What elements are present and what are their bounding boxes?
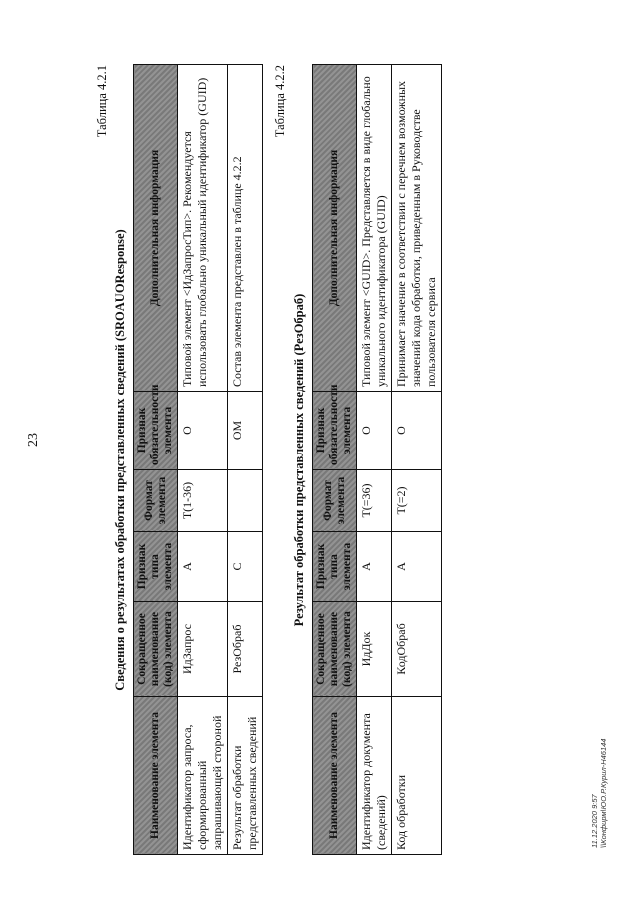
file-stamp bbox=[590, 739, 608, 848]
stamp-date: 11.12.2020 9:57 bbox=[590, 794, 599, 848]
cell-type: С bbox=[228, 532, 263, 602]
cell-format: Т(=2) bbox=[392, 470, 442, 532]
page-number: 23 bbox=[26, 433, 41, 447]
table1-header-type: Признак типа элемента bbox=[134, 532, 178, 602]
cell-format: Т(=36) bbox=[357, 470, 392, 532]
cell-format bbox=[228, 470, 263, 532]
table1 bbox=[133, 64, 263, 855]
table2-header-required: Признак обязательности элемента bbox=[313, 392, 357, 470]
cell-info: Типовой элемент <GUID>. Представляется в виде глобально уникального идентификатора (GUID) bbox=[357, 65, 392, 392]
table2-header-name: Наименование элемента bbox=[313, 697, 357, 855]
table2-header-type: Признак типа элемента bbox=[313, 532, 357, 602]
table-row bbox=[178, 65, 228, 855]
table2 bbox=[312, 64, 442, 855]
cell-type: А bbox=[392, 532, 442, 602]
cell-required: О bbox=[392, 392, 442, 470]
cell-type: А bbox=[178, 532, 228, 602]
cell-info: Принимает значение в соответствии с перечнем возможных значений кода обработки, приведенным в Руководстве пользователя сервиса bbox=[392, 65, 442, 392]
cell-required: О bbox=[178, 392, 228, 470]
cell-code: РезОбраб bbox=[228, 602, 263, 697]
cell-name: Идентификатор документа (сведений) bbox=[357, 697, 392, 855]
table2-title: Результат обработки представленных сведений (РезОбраб) bbox=[292, 293, 306, 627]
table-row bbox=[357, 65, 392, 855]
cell-code: КодОбраб bbox=[392, 602, 442, 697]
table-row bbox=[392, 65, 442, 855]
cell-required: О bbox=[357, 392, 392, 470]
cell-name: Идентификатор запроса, сформированный запрашивающей стороной bbox=[178, 697, 228, 855]
cell-info: Состав элемента представлен в таблице 4.2.2 bbox=[228, 65, 263, 392]
cell-format: Т(1-36) bbox=[178, 470, 228, 532]
cell-type: А bbox=[357, 532, 392, 602]
cell-name: Результат обработки представленных сведений bbox=[228, 697, 263, 855]
table2-header-info: Дополнительная информация bbox=[313, 65, 357, 392]
cell-required: ОМ bbox=[228, 392, 263, 470]
table-row bbox=[228, 65, 263, 855]
table2-caption: Таблица 4.2.2 bbox=[273, 65, 287, 138]
table2-header-code: Сокращенное наименование (код) элемента bbox=[313, 602, 357, 697]
cell-info: Типовой элемент <ИдЗапросТип>. Рекомендуется использовать глобально уникальный идентификатор (GUID) bbox=[178, 65, 228, 392]
table2-header-format: Формат элемента bbox=[313, 470, 357, 532]
table1-header-row bbox=[134, 65, 178, 855]
table1-header-name: Наименование элемента bbox=[134, 697, 178, 855]
rotated-page-content bbox=[95, 65, 445, 855]
cell-name: Код обработки bbox=[392, 697, 442, 855]
cell-code: ИдДок bbox=[357, 602, 392, 697]
cell-code: ИдЗапрос bbox=[178, 602, 228, 697]
stamp-path: \\Конфирм\ЮО.Р.Курил-Н46144 bbox=[599, 738, 608, 848]
table1-header-required: Признак обязательности элемента bbox=[134, 392, 178, 470]
table1-title: Сведения о результатах обработки представленных сведений (SROAUOResponse) bbox=[113, 229, 127, 691]
table2-header-row bbox=[313, 65, 357, 855]
table1-header-format: Формат элемента bbox=[134, 470, 178, 532]
table1-header-code: Сокращенное наименование (код) элемента bbox=[134, 602, 178, 697]
table1-caption: Таблица 4.2.1 bbox=[95, 65, 109, 138]
table1-header-info: Дополнительная информация bbox=[134, 65, 178, 392]
